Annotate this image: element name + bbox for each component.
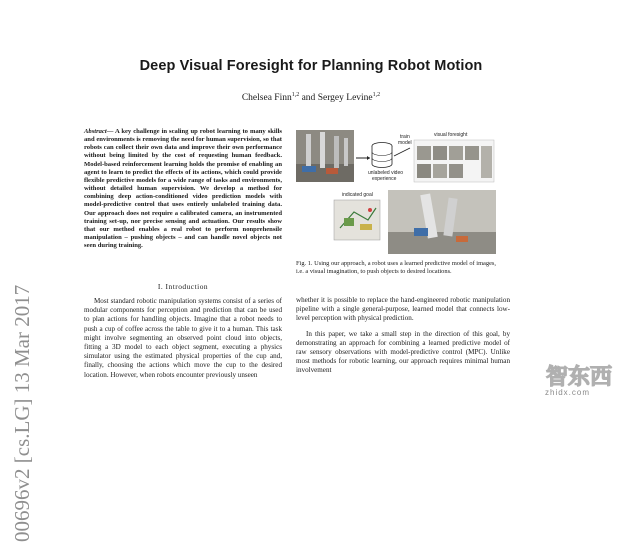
- foresight-label: visual foresight: [434, 132, 468, 138]
- arxiv-stamp: [6, 150, 34, 542]
- intro-paragraph: Most standard robotic manipulation systems consist of a series of modular components for perception and prediction that can be used to plan actions for handling objects. Imagine that a robot needs to push a cup of coffee across the table to give it to a human. This task might involve segmenting an observed point cloud into objects, fitting a 3D model to each object segment, executing a physics simulator using the estimated physical properties of the cup and, finally, choosing the actions which move the cup to the desired location. However, when robots encounter previously unseen: [84, 297, 282, 379]
- robot-photo: [296, 130, 354, 182]
- author-separator: and: [299, 93, 318, 104]
- section-heading: I. Introduction: [157, 282, 209, 291]
- right-paragraph-2: In this paper, we take a small step in the direction of this goal, by demonstrating an approach for combining a learned predictive model of raw sensory observations with model-predictive control (MPC). Unlike most methods for robotic learning, our approach requires minimal human involvement: [296, 329, 510, 375]
- author-2: Sergey Levine: [317, 93, 373, 104]
- watermark-domain: zhidx.com: [545, 388, 591, 397]
- foresight-frames: [414, 140, 494, 182]
- author-1: Chelsea Finn: [241, 93, 292, 104]
- abstract-text: — A key challenge in scaling up robot learning to many skills and environments is removing the need for human supervision, so that robots can collect their own data and improve their own performance without being limited by the cost of requesting human feedback. Model-based reinforcement learning holds the promise of enabling an agent to learn to predict the effects of its actions, which could provide flexible predictive models for a wide range of tasks and environments, without detailed human supervision. We develop a method for combining deep action-conditioned video prediction models with model-predictive control that uses entirely unlabeled training data. Our approach does not require a calibrated camera, an instrumented training set-up, nor precise sensing and actuation. Our results show that our method enables a real robot to perform nonprehensile manipulation – pushing objects – and can handle novel objects not seen during training.: [84, 128, 282, 250]
- author-2-affiliation: 1,2: [372, 92, 381, 98]
- video-label: unlabeled video: [368, 170, 404, 176]
- figure-caption: Fig. 1. Using our approach, a robot uses a learned predictive model of images, i.e. a visual imagination, to push objects to desired locations.: [296, 260, 497, 275]
- watermark-brand: 智东西: [546, 365, 613, 390]
- paper-authors: [0, 92, 622, 103]
- database-icon: [372, 143, 392, 168]
- experience-label: experience: [372, 176, 397, 182]
- author-1-affiliation: 1,2: [291, 92, 300, 98]
- arxiv-stamp-text: 00696v2 [cs.LG] 13 Mar 2017: [10, 284, 34, 542]
- goal-label: indicated goal: [342, 192, 373, 198]
- goal-image: [334, 200, 380, 240]
- right-paragraph-1: whether it is possible to replace the hand-engineered robotic manipulation pipeline with a single general-purpose, learned model that connects low-level perception with physical prediction.: [296, 296, 510, 323]
- abstract: [84, 128, 282, 250]
- robot-arm-photo: [388, 190, 496, 254]
- abstract-lead: Abstract: [84, 128, 107, 135]
- paper-title: Deep Visual Foresight for Planning Robot Motion: [139, 58, 483, 74]
- right-column: [296, 296, 510, 382]
- train-label: train: [400, 134, 410, 140]
- model-label: model: [398, 140, 412, 146]
- figure-1: [296, 128, 496, 256]
